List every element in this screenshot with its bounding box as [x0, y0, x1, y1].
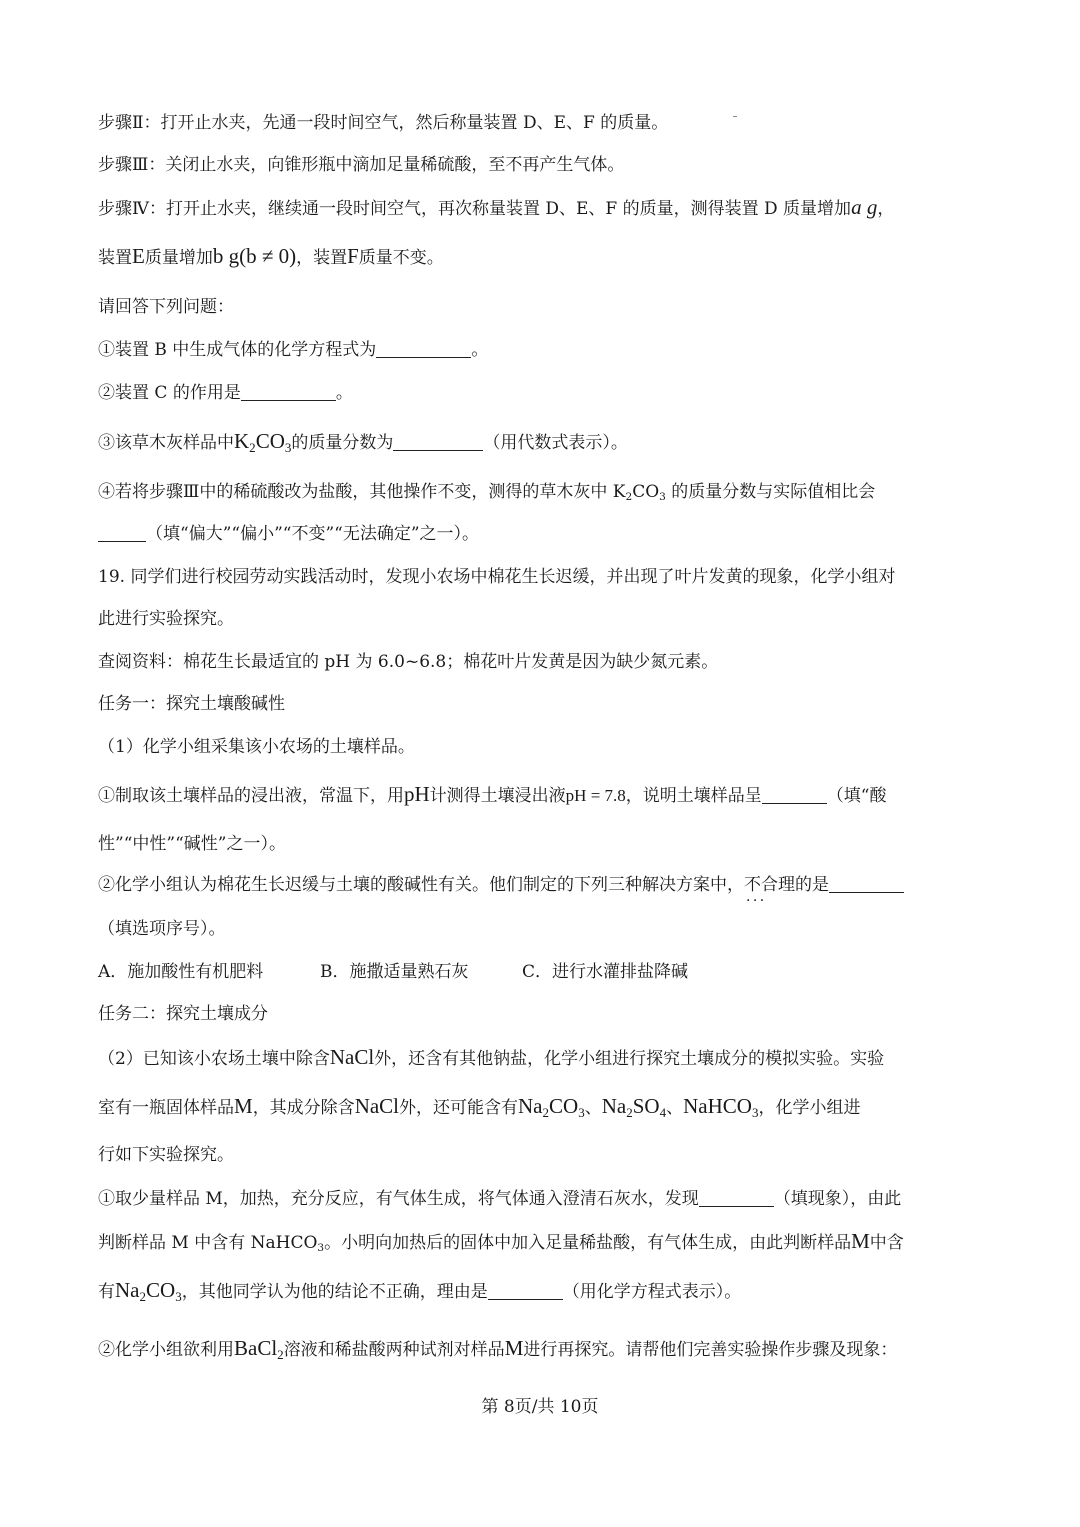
- options-line: [98, 960, 984, 984]
- step-4-e: E: [132, 244, 145, 268]
- chem-nacl: NaCl: [354, 1094, 400, 1118]
- chem-co: CO: [632, 482, 660, 502]
- problem-19-text-2: 此进行实验探究。: [98, 609, 234, 629]
- chem-sub: 3: [659, 491, 666, 504]
- s2q2-text: ②化学小组欲利用: [98, 1340, 234, 1360]
- step-4-b2: 质量增加: [144, 248, 213, 268]
- chem-na: Na: [601, 1094, 627, 1118]
- chem-co: CO: [549, 1094, 579, 1118]
- section-2-q1-line-2: [98, 1229, 984, 1255]
- question-1-text: ①装置 B 中生成气体的化学方程式为: [98, 340, 377, 360]
- page-footer: 第 8页/共 10页: [481, 1397, 599, 1417]
- section-2-line-3: [98, 1143, 984, 1167]
- step-3-text: 步骤Ⅲ：关闭止水夹，向锥形瓶中滴加足量稀硫酸，至不再产生气体。: [98, 155, 625, 175]
- s2q1-l3-end: （用化学方程式表示）。: [562, 1282, 742, 1302]
- chem-sub: 3: [317, 1242, 325, 1255]
- problem-19-line-2: [98, 607, 984, 631]
- step-2-text: 步骤Ⅱ：打开止水夹，先通一段时间空气，然后称量装置 D、E、F 的质量。: [98, 113, 669, 133]
- chem-sub: 4: [659, 1104, 667, 1120]
- section-1-q1-line-1: [98, 782, 984, 808]
- question-2-text: ②装置 C 的作用是: [98, 383, 241, 403]
- step-4-a-math: a g: [851, 195, 878, 219]
- answer-blank[interactable]: [829, 874, 904, 893]
- step-4-b4: 质量不变。: [358, 248, 444, 268]
- s2q2-end: 进行再探究。请帮他们完善实验操作步骤及现象：: [523, 1340, 898, 1360]
- problem-19-line-1: [98, 565, 984, 589]
- chem-sub: 2: [277, 1346, 284, 1362]
- chem-co: CO: [146, 1278, 176, 1302]
- question-2: [98, 381, 984, 405]
- option-a: A．施加酸性有机肥料: [98, 962, 264, 982]
- step-4-b-math: b g(b ≠ 0): [212, 244, 297, 268]
- s2-l2-text: 室有一瓶固体样品: [98, 1098, 234, 1118]
- chem-k: K: [234, 429, 250, 453]
- question-4-line-1: [98, 480, 984, 504]
- prompt-text: 请回答下列问题：: [98, 297, 234, 317]
- s2q1-l2-mid: 。小明向加热后的固体中加入足量稀盐酸，有气体生成，由此判断样品: [324, 1233, 852, 1253]
- question-3-text: ③该草木灰样品中: [98, 433, 234, 453]
- answer-blank[interactable]: [376, 339, 471, 358]
- section-1-q2-line-2: [98, 917, 984, 941]
- step-4-b3: ，装置: [296, 248, 348, 268]
- answer-blank[interactable]: [98, 523, 146, 542]
- question-3-mid: 的质量分数为: [291, 433, 394, 453]
- question-1-end: 。: [471, 340, 489, 360]
- section-1-q2-line-1: [98, 873, 984, 897]
- chem-sub: 3: [284, 439, 292, 455]
- answer-blank[interactable]: [699, 1188, 774, 1207]
- s2q1-l2-text: 判断样品 M 中含有 NaHCO: [98, 1233, 318, 1253]
- chem-na: Na: [115, 1278, 140, 1302]
- answer-blank[interactable]: [488, 1281, 563, 1300]
- chem-sub: 3: [751, 1104, 759, 1120]
- s1q1-text: ①制取该土壤样品的浸出液，常温下，用: [98, 786, 404, 806]
- s1q2-post: 的是: [795, 875, 829, 895]
- reference-info: [98, 650, 984, 674]
- step-2-line: [98, 111, 984, 135]
- chem-sub: 2: [139, 1288, 147, 1304]
- section-1-line: [98, 735, 984, 759]
- s2-l2-mid: ，其成分除含: [252, 1098, 355, 1118]
- step-3-line: [98, 153, 984, 177]
- option-c: C．进行水灌排盐降碱: [522, 962, 689, 982]
- s2q1-text: ①取少量样品 M，加热，充分反应，有气体生成，将气体通入澄清石灰水，发现: [98, 1189, 699, 1209]
- s2-l2-end: ，化学小组进: [758, 1098, 861, 1118]
- emphasis-text: 不合理 · · ·: [744, 875, 795, 895]
- answer-blank[interactable]: [393, 432, 483, 451]
- task-2-text: 任务二：探究土壤成分: [98, 1004, 268, 1024]
- question-3-end: （用代数式表示）。: [483, 433, 628, 453]
- step-4-line-2: [98, 244, 984, 270]
- s2q1-end: （填现象），由此: [773, 1189, 902, 1209]
- section-2-q1-line-3: [98, 1278, 984, 1304]
- problem-19-text: 19. 同学们进行校园劳动实践活动时，发现小农场中棉花生长迟缓，并出现了叶片发黄的现象，化学小组对: [98, 567, 896, 587]
- sample-m: M: [504, 1336, 524, 1360]
- answer-blank[interactable]: [762, 785, 827, 804]
- section-1-q1-line-2: [98, 832, 984, 856]
- chem-sub: 3: [175, 1288, 182, 1304]
- answer-blank[interactable]: [241, 382, 336, 401]
- s1q1-mid2: ，说明土壤样品呈: [625, 786, 762, 806]
- s1q1-mid: 计测得土壤浸出液: [429, 786, 566, 806]
- chem-co: CO: [255, 429, 285, 453]
- section-2-line-1: [98, 1045, 984, 1071]
- task-1-heading: [98, 692, 984, 716]
- option-b: B．施撒适量熟石灰: [320, 962, 469, 982]
- reference-info-text: 查阅资料：棉花生长最适宜的 pH 为 6.0~6.8；棉花叶片发黄是因为缺少氮元素。: [98, 652, 719, 672]
- s2-text: （2）已知该小农场土壤中除含: [98, 1049, 330, 1069]
- section-2-q1-line-1: [98, 1187, 984, 1211]
- section-2-line-2: [98, 1094, 984, 1120]
- section-2-q2-line: [98, 1336, 984, 1362]
- question-4-line-2-text: （填“偏大”“偏小”“不变”“无法确定”之一）。: [146, 524, 480, 544]
- s2q1-l3-text: 有: [98, 1282, 115, 1302]
- s2q1-l2-end: 中含: [869, 1233, 904, 1253]
- s1q2-line-2-text: （填选项序号）。: [98, 919, 226, 939]
- chem-bacl: BaCl: [234, 1336, 278, 1360]
- question-1: [98, 338, 984, 362]
- s2q1-l3-mid: ，其他同学认为他的结论不正确，理由是: [181, 1282, 488, 1302]
- chem-sub: 2: [249, 439, 256, 455]
- question-2-end: 。: [335, 383, 353, 403]
- sample-m: M: [851, 1229, 870, 1253]
- question-4-line-2: [98, 522, 984, 546]
- separator: 、: [666, 1098, 684, 1118]
- sample-m: M: [234, 1094, 253, 1118]
- step-4-text: 步骤Ⅳ：打开止水夹，继续通一段时间空气，再次称量装置 D、E、F 的质量，测得装置 D 质量增加: [98, 199, 852, 219]
- chem-sub: 2: [542, 1104, 550, 1120]
- step-4-b-text: 装置: [98, 248, 132, 268]
- ph-value: pH = 7.8: [565, 786, 626, 805]
- s1q1-line-2-text: 性”“中性”“碱性”之一）。: [98, 834, 286, 854]
- ph-symbol: pH: [404, 782, 430, 806]
- task-2-heading: [98, 1002, 984, 1026]
- chem-so: SO: [632, 1094, 660, 1118]
- chem-sub: 2: [626, 1104, 633, 1120]
- section-1-text: （1）化学小组采集该小农场的土壤样品。: [98, 737, 415, 757]
- question-4-text-end: 的质量分数与实际值相比会: [665, 482, 876, 502]
- chem-nacl: NaCl: [329, 1045, 375, 1069]
- step-4-line-1: [98, 195, 984, 221]
- step-4-f: F: [347, 244, 359, 268]
- s2q2-mid: 溶液和稀盐酸两种试剂对样品: [283, 1340, 505, 1360]
- chem-na: Na: [518, 1094, 543, 1118]
- question-4-text: ④若将步骤Ⅲ中的稀硫酸改为盐酸，其他操作不变，测得的草木灰中 K: [98, 482, 626, 502]
- s2-text-end: 外，还含有其他钠盐，化学小组进行探究土壤成分的模拟实验。实验: [374, 1049, 885, 1069]
- s2-l3-text: 行如下实验探究。: [98, 1145, 234, 1165]
- question-3: [98, 429, 984, 455]
- chem-nahco: NaHCO: [683, 1094, 752, 1118]
- prompt-line: [98, 295, 984, 319]
- task-1-text: 任务一：探究土壤酸碱性: [98, 694, 285, 714]
- chem-sub: 3: [578, 1104, 585, 1120]
- chem-sub: 2: [625, 491, 633, 504]
- separator: 、: [584, 1098, 602, 1118]
- step-4-punct: ，: [877, 199, 895, 219]
- s1q2-text: ②化学小组认为棉花生长迟缓与土壤的酸碱性有关。他们制定的下列三种解决方案中，: [98, 875, 744, 895]
- s2-l2-mid2: 外，还可能含有: [399, 1098, 519, 1118]
- s1q1-end: （填“酸: [826, 786, 887, 806]
